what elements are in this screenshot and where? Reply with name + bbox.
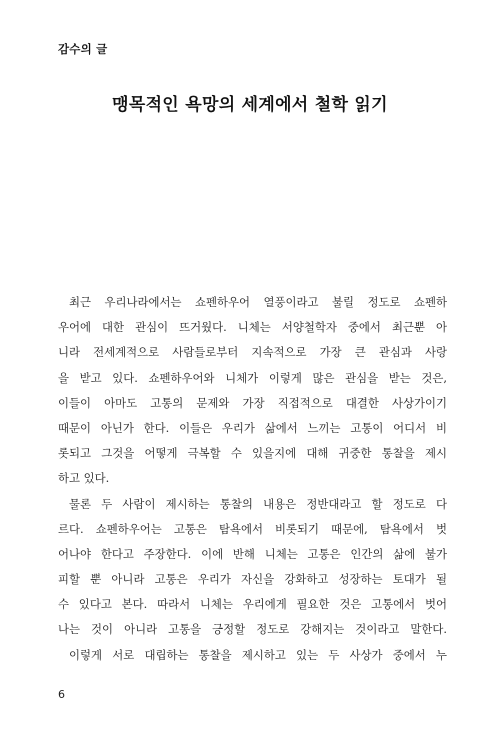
- text-line: 어나야 한다고 주장한다. 이에 반해 니체는 고통은 인간의 삶에 불가: [58, 546, 447, 561]
- text-line: 이렇게 서로 대립하는 통찰을 제시하고 있는 두 사상가 중에서 누: [69, 647, 447, 662]
- text-line: 수 있다고 본다. 따라서 니체는 우리에게 필요한 것은 고통에서 벗어: [58, 597, 447, 612]
- page-number: 6: [58, 688, 65, 701]
- text-line: 을 받고 있다. 쇼펜하우어와 니체가 이렇게 많은 관심을 받는 것은,: [58, 370, 447, 385]
- text-line: 르다. 쇼펜하우어는 고통은 탐욕에서 비롯되기 때문에, 탐욕에서 벗: [58, 521, 447, 536]
- section-label: 감수의 글: [58, 42, 108, 56]
- body-text: [58, 290, 447, 668]
- text-line: 롯되고 그것을 어떻게 극복할 수 있을지에 대해 귀중한 통찰을 제시: [58, 446, 447, 461]
- text-line: 우어에 대한 관심이 뜨거웠다. 니체는 서양철학자 중에서 최근뿐 아: [58, 320, 447, 335]
- text-line: 때문이 아닌가 한다. 이들은 우리가 삶에서 느끼는 고통이 어디서 비: [58, 420, 447, 435]
- text-line: 나는 것이 아니라 고통을 긍정할 정도로 강해지는 것이라고 말한다.: [58, 622, 447, 637]
- text-line: 니라 전세계적으로 사람들로부터 지속적으로 가장 큰 관심과 사랑: [58, 345, 447, 360]
- text-line: 이들이 아마도 고통의 문제와 가장 직접적으로 대결한 사상가이기: [58, 395, 447, 410]
- text-line: 하고 있다.: [58, 471, 110, 486]
- text-line: 물론 두 사람이 제시하는 통찰의 내용은 정반대라고 할 정도로 다: [69, 496, 447, 511]
- text-line: 피할 뿐 아니라 고통은 우리가 자신을 강화하고 성장하는 토대가 될: [58, 572, 447, 587]
- text-line: 최근 우리나라에서는 쇼펜하우어 열풍이라고 불릴 정도로 쇼펜하: [69, 295, 447, 309]
- chapter-title: 맹목적인 욕망의 세계에서 철학 읽기: [112, 95, 388, 115]
